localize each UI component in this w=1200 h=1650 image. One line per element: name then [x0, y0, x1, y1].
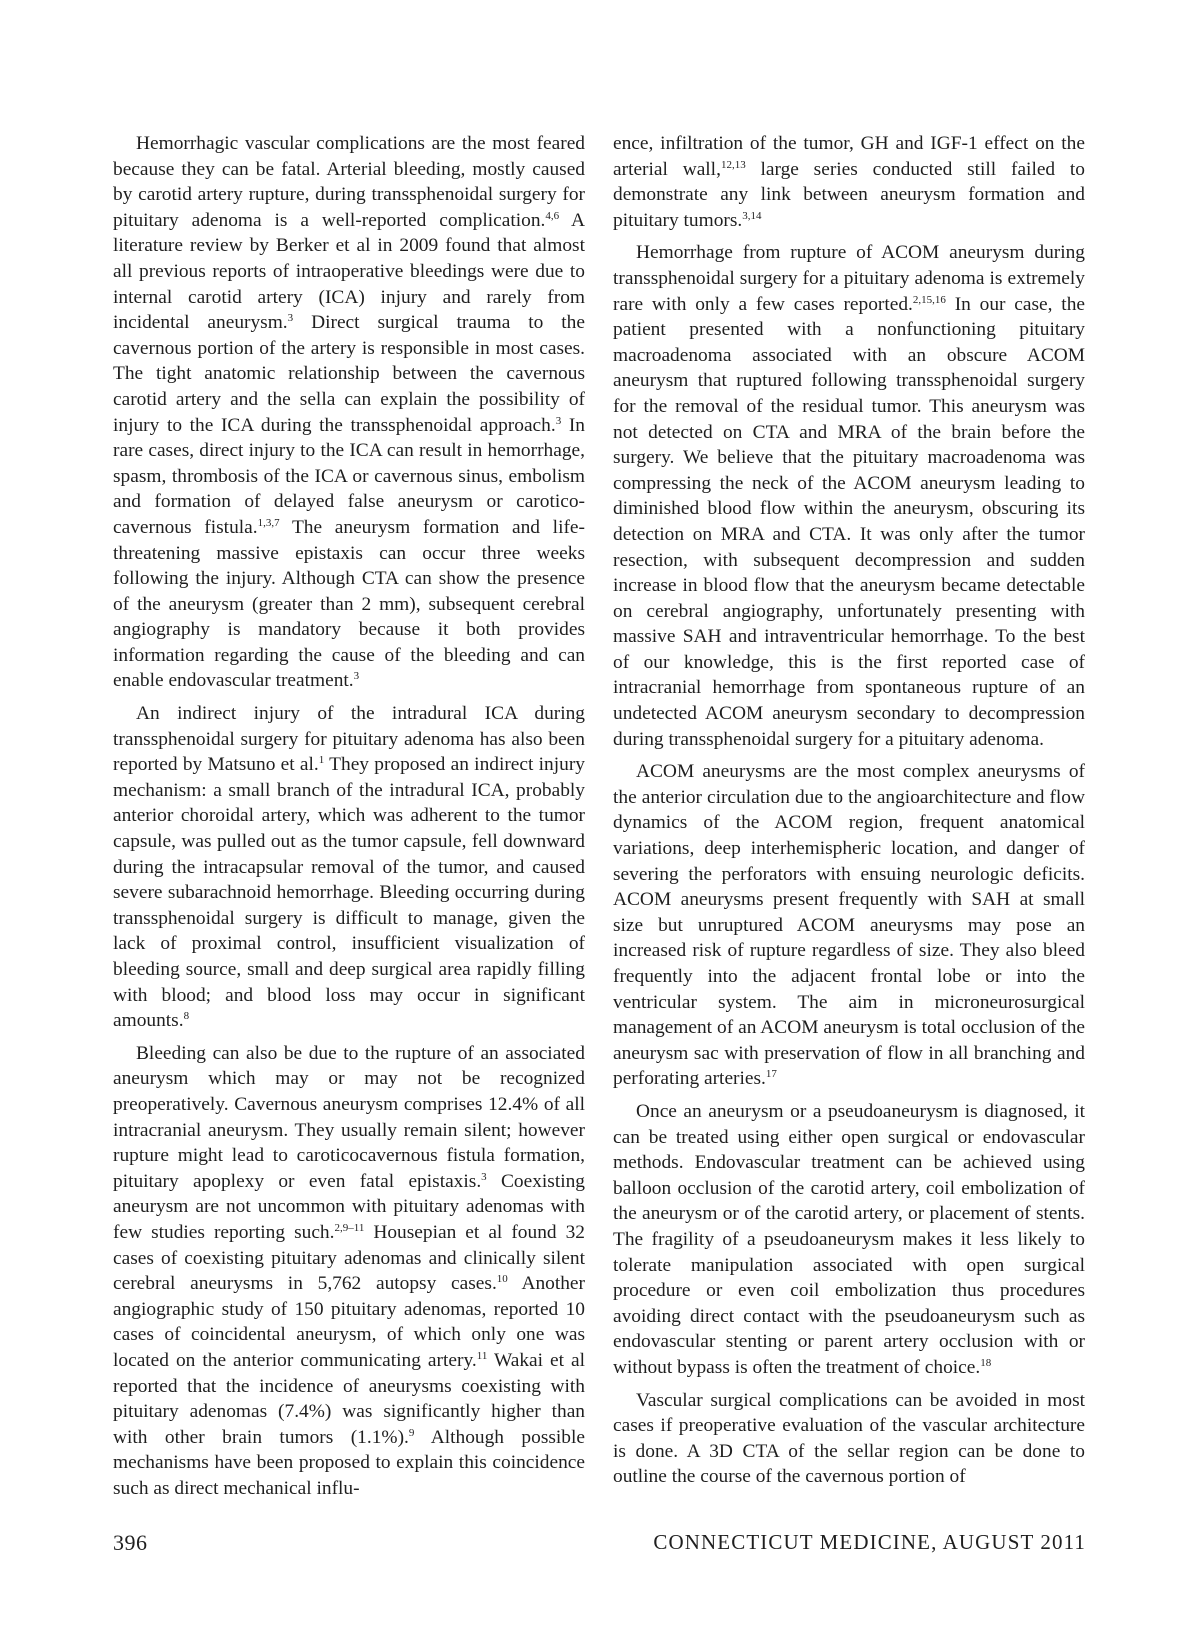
paragraph: ence, infiltration of the tumor, GH and IGF-1 effect on the arterial wall,$^{12,13}$ large series conducted still failed to demonstrate any link between aneurysm formation and pituitary tumors.$^{3,14}$: [613, 133, 1086, 231]
citation: 3: [481, 1170, 487, 1183]
citation: 2,9–11: [334, 1221, 365, 1234]
right-column: [613, 131, 1085, 1497]
paragraph: Vascular surgical complications can be avoided in most cases if preoperative evaluation of the vascular architecture is done. A 3D CTA of the sellar region can be done to outline the course of the cavernous portion of: [613, 1389, 1085, 1488]
citation: 4,6: [545, 209, 560, 222]
journal-running-footer: CONNECTICUT MEDICINE, AUGUST 2011: [653, 1530, 1086, 1554]
left-column: [113, 131, 585, 1508]
citation: 17: [765, 1068, 777, 1081]
citation: 11: [476, 1349, 488, 1362]
citation: 3,14: [742, 209, 762, 222]
citation: 3: [287, 312, 294, 325]
citation: 3: [353, 670, 360, 683]
citation: 9: [408, 1426, 415, 1439]
citation: 3: [555, 414, 562, 427]
paragraph: ACOM aneurysms are the most complex aneurysms of the anterior circulation due to the angioarchitecture and flow dynamics of the ACOM region, frequent anatomical variations, deep interhemispheric location, and danger of severing the perforators with ensuing neurologic deficits. ACOM aneurysms present frequently with SAH at small size but unruptured ACOM aneurysms may pose an increased risk of rupture regardless of size. They also bleed frequently into the adjacent frontal lobe or into the ventricular system. The aim in microneurosurgical management of an ACOM aneurysm is total occlusion of the aneurysm sac with preservation of flow in all branching and perforating arteries.$^{17}$: [613, 761, 1085, 1090]
paragraph: Once an aneurysm or a pseudoaneurysm is diagnosed, it can be treated using either open surgical or endovascular methods. Endovascular treatment can be achieved using balloon occlusion of the carotid artery, coil embolization of the aneurysm or of the carotid artery, or placement of stents. The fragility of a pseudoaneurysm makes it less likely to tolerate manipulation associated with open surgical procedure or even coil embolization thus procedures avoiding direct contact with the pseudoaneurysm such as endovascular stenting or parent artery occlusion with or without bypass is often the treatment of choice.$^{18}$: [613, 1100, 1085, 1378]
citation: 10: [496, 1273, 508, 1286]
citation: 8: [183, 1010, 190, 1023]
citation: 12,13: [720, 158, 746, 171]
citation: 18: [980, 1356, 992, 1369]
citation: 1: [318, 754, 325, 767]
citation: 2,15,16: [912, 293, 946, 306]
page-number: 396: [113, 1530, 148, 1555]
citation: 1,3,7: [257, 516, 280, 529]
paragraph: Hemorrhage from rupture of ACOM aneurysm during transsphenoidal surgery for a pituitary adenoma is extremely rare with only a few cases reported.$^{2,15,16}$ In our case, the patient presented with a nonfunctioning pituitary macroadenoma associated with an obscure ACOM aneurysm that ruptured following transsphenoidal surgery for the removal of the residual tumor. This aneurysm was not detected on CTA and MRA of the brain before the surgery. We believe that the pituitary macroadenoma was compressing the neck of the ACOM aneurysm leading to diminished blood flow within the aneurysm, obscuring its detection on MRA and CTA. It was only after the tumor resection, with subsequent decompression and sudden increase in blood flow that the aneurysm became detectable on cerebral angiography, unfortunately presenting with massive SAH and intraventricular hemorrhage. To the best of our knowledge, this is the first reported case of intracranial hemorrhage from spontaneous rupture of an undetected ACOM aneurysm secondary to decompression during transsphenoidal surgery for a pituitary adenoma.: [613, 242, 1085, 750]
paragraph: Hemorrhagic vascular complications are the most feared because they can be fatal. Arterial bleeding, mostly caused by carotid artery rupture, during transsphenoidal surgery for pituitary adenoma is a well-reported complication.$^{4,6}$ A literature review by Berker et al in 2009 found that almost all previous reports of intraoperative bleedings were due to internal carotid artery (ICA) injury and rarely from incidental aneurysm.$^3$ Direct surgical trauma to the cavernous portion of the artery is responsible in most cases. The tight anatomic relationship between the cavernous carotid artery and the sella can explain the possibility of injury to the ICA during the transsphenoidal approach.$^3$ In rare cases, direct injury to the ICA can result in hemorrhage, spasm, thrombosis of the ICA or cavernous sinus, embolism and formation of delayed false aneurysm or carotico-cavernous fistula.$^{1,3,7}$ The aneurysm formation and life-threatening massive epistaxis can occur three weeks following the injury. Although CTA can show the presence of the aneurysm (greater than 2 mm), subsequent cerebral angiography is mandatory because it both provides information regarding the cause of the bleeding and can enable endovascular treatment.$^3$: [113, 133, 585, 692]
paragraph: Bleeding can also be due to the rupture of an associated aneurysm which may or may not be recognized preoperatively. Cavernous aneurysm comprises 12.4% of all intracranial aneurysm. They usually remain silent; however rupture might lead to caroticocavernous fistula formation, pituitary apoplexy or even fatal epistaxis.$^3$ Coexisting aneurysm are not uncommon with pituitary adenomas with few studies reporting such.$^{2,9-11}$ Housepian et al found 32 cases of coexisting pituitary adenomas and clinically silent cerebral aneurysms in 5,762 autopsy cases.$^{10}$ Another angiographic study of 150 pituitary adenomas, reported 10 cases of coincidental aneurysm, of which only one was located on the anterior communicating artery.$^{11}$ Wakai et al reported that the incidence of aneurysms coexisting with pituitary adenomas (7.4%) was significantly higher than with other brain tumors (1.1%).$^9$ Although possible mechanisms have been proposed to explain this coincidence such as direct mechanical influ-: [113, 1042, 585, 1499]
paragraph: An indirect injury of the intradural ICA during transsphenoidal surgery for pituitary adenoma has also been reported by Matsuno et al.$^1$ They proposed an indirect injury mechanism: a small branch of the intradural ICA, probably anterior choroidal artery, which was adherent to the tumor capsule, was pulled out as the tumor capsule, fell downward during the intracapsular removal of the tumor, and caused severe subarachnoid hemorrhage. Bleeding occurring during transsphenoidal surgery is difficult to manage, given the lack of proximal control, insufficient visualization of bleeding source, small and deep surgical area rapidly filling with blood; and blood loss may occur in significant amounts.$^8$: [113, 703, 585, 1032]
